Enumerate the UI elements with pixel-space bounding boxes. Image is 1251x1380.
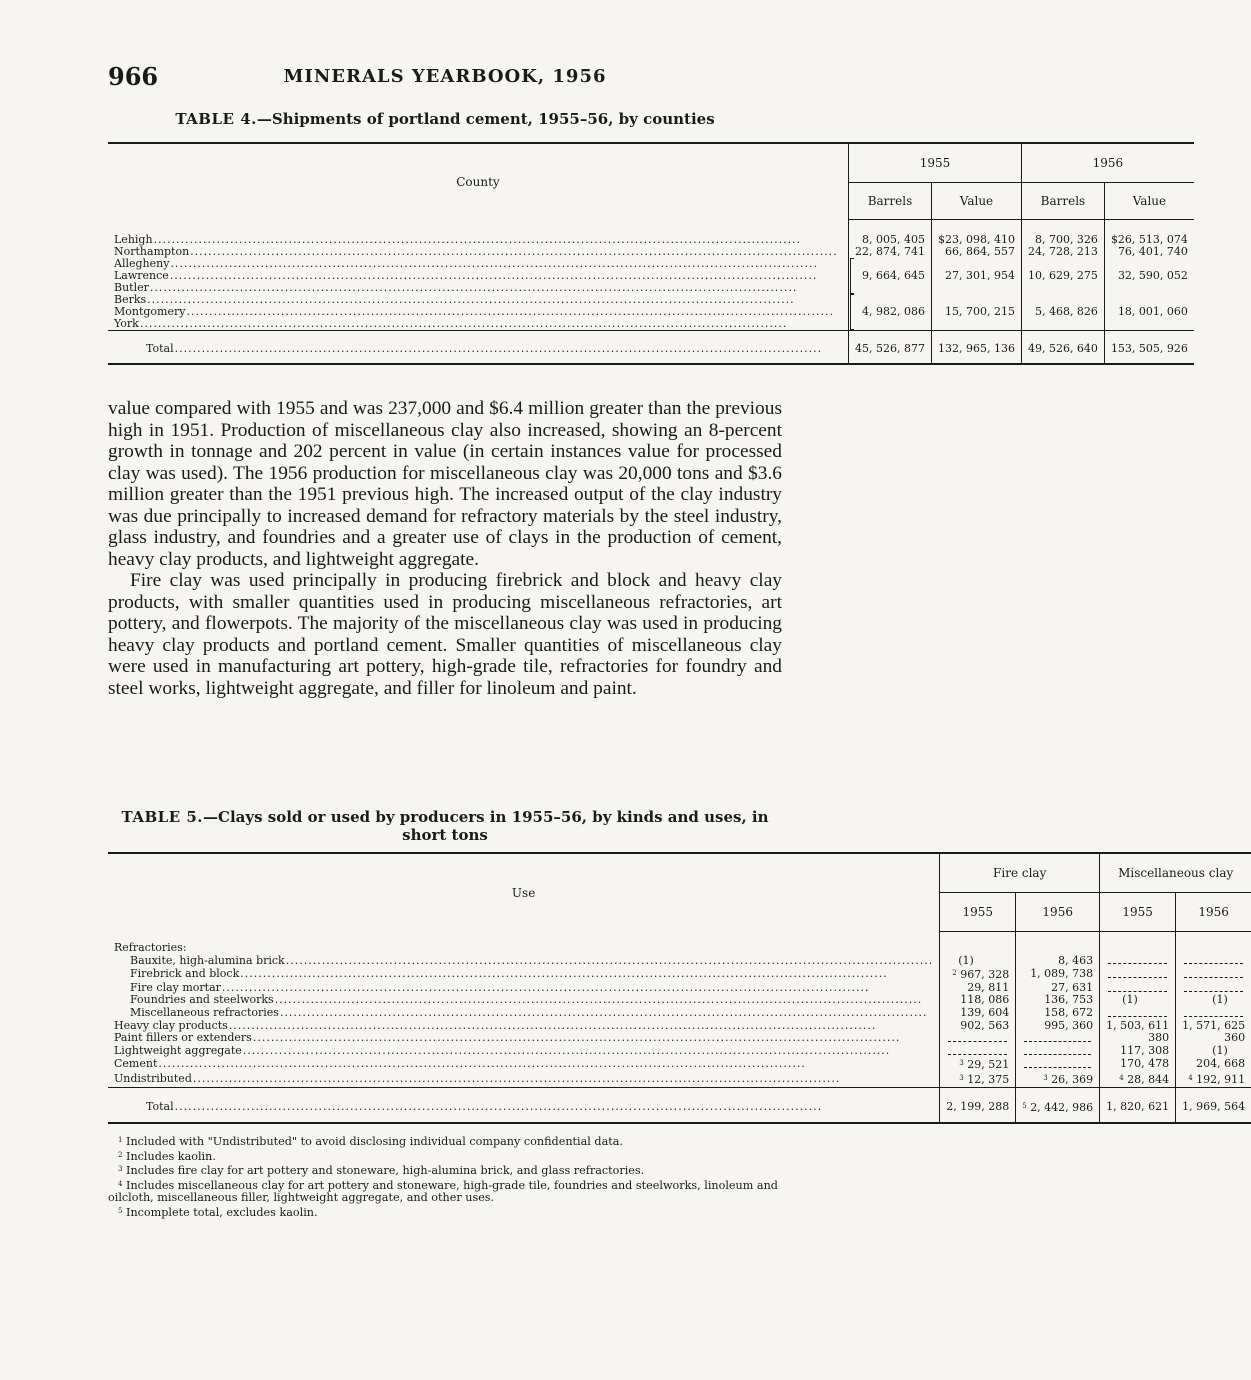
cell-value: 1, 089, 738 [1016,967,1100,982]
footnotes [108,1134,782,1219]
use-name: Paint fillers or extenders [114,1031,252,1045]
cell-value: 15, 700, 215 [931,294,1021,331]
use-name: Miscellaneous refractories [130,1005,279,1019]
cell-value: 49, 526, 640 [1021,331,1104,365]
table5-header-misc-clay: Miscellaneous clay [1100,853,1251,893]
page-number: 966 [108,62,159,91]
table4-header-1956: 1956 [1021,143,1193,183]
table5-caption [108,808,782,844]
cell-value: 2, 199, 288 [940,1087,1016,1123]
cell-value: 27, 301, 954 [931,258,1021,294]
cell-value: 136, 753 [1016,994,1100,1007]
use-name: Foundries and steelworks [130,993,274,1007]
table5-header-fire-1955: 1955 [940,893,1016,932]
county-name: Northampton [114,245,190,258]
use-name: Lightweight aggregate [114,1043,242,1057]
table4-header-barrels-1956: Barrels [1021,183,1104,220]
section-label: Refractories: [114,940,187,954]
footnote: $^5$ Incomplete total, excludes kaolin. [118,1205,318,1219]
use-name: Undistributed [114,1071,192,1085]
table-row-total [108,331,1194,365]
table4-header-county: County [108,143,848,220]
cell-value: 5, 468, 826 [1021,294,1104,331]
use-name: Heavy clay products [114,1018,228,1032]
table-row-group [108,258,1194,294]
table5-header-misc-1956: 1956 [1176,893,1251,932]
footnote: $^3$ Includes fire clay for art pottery and stoneware, high-alumina brick, and glass refractories. [118,1164,645,1177]
total-label: Total [146,342,174,355]
cell-value: 45, 526, 877 [848,331,931,365]
cell-value: 32, 590, 052 [1104,258,1193,294]
cell-value: (1) [1176,1045,1251,1058]
table5-header-fire-1956: 1956 [1016,893,1100,932]
cell-value: 29, 811 [940,982,1016,995]
cell-value: 132, 965, 136 [931,331,1021,365]
page-header [108,62,782,92]
cell-value: 27, 631 [1016,982,1100,995]
paragraph: Fire clay was used principally in producing firebrick and block and heavy clay products, with smaller quantities used in producing miscellaneous refractories, art pottery, and flowerpots. The majority of the miscellaneous clay was used in producing heavy clay products and portland cement. Smaller quantities of miscellaneous clay were used in manufacturing art pottery, high-grade tile, refractories for foundry and steel works, lightweight aggregate, and filler for linoleum and paint. [108,570,782,699]
cell-value: $^3$ 26, 369 [1016,1072,1100,1087]
running-title: MINERALS YEARBOOK, 1956 [283,66,607,87]
county-name: Montgomery [114,305,186,318]
cell-value: $^4$ 28, 844 [1100,1072,1176,1087]
table-row [108,220,1194,247]
cell-value: 8, 005, 405 [848,220,931,247]
cell-value: 4, 982, 086 [861,305,925,318]
use-name: Firebrick and block [130,967,240,981]
cell-value: 24, 728, 213 [1021,246,1104,258]
table4-header-value-1956: Value [1104,183,1193,220]
table5-caption-label: TABLE 5. [121,808,204,826]
cell-value: 153, 505, 926 [1104,331,1193,365]
table-row [108,932,1251,955]
paragraph: value compared with 1955 and was 237,000 and $6.4 million greater than the previous high in 1951. Production of miscellaneous clay also increased, showing an 8-percent growth in tonnage and 202 percent in value (in certain instances value for processed clay was used). The 1956 production for miscellaneous clay was 20,000 tons and $3.6 million greater than the 1951 previous high. The increased output of the clay industry was due principally to increased demand for refractory materials by the steel industry, glass industry, and foundries and a greater use of clays in the production of cement, heavy clay products, and lightweight aggregate. [108,398,782,570]
county-name: Berks [114,293,147,306]
cell-value: $^5$ 2, 442, 986 [1016,1087,1100,1123]
body-text [108,398,782,699]
table5 [108,852,1251,1124]
table-row [108,1057,1251,1072]
cell-value: 118, 086 [940,994,1016,1007]
footnote: $^1$ Included with "Undistributed" to avoid disclosing individual company confidential data. [118,1135,623,1148]
cell-value: 360 [1176,1032,1251,1045]
cell-value: $^2$ 967, 328 [940,967,1016,982]
table-row [108,1032,1251,1045]
cell-value: (1) [1100,994,1176,1007]
use-name: Cement [114,1057,158,1071]
cell-value: 66, 864, 557 [931,246,1021,258]
cell-value: 1, 820, 621 [1100,1087,1176,1123]
table-row [108,1045,1251,1058]
table5-header-misc-1955: 1955 [1100,893,1176,932]
county-name: Allegheny [114,257,170,270]
table-row-group [108,294,1194,331]
cell-value: 158, 672 [1016,1007,1100,1020]
use-name: Fire clay mortar [130,980,221,994]
total-label: Total [146,1099,174,1113]
cell-value: $^3$ 12, 375 [940,1072,1016,1087]
county-name: Lawrence [114,269,169,282]
use-name: Bauxite, high-alumina brick [130,953,285,967]
cell-value: 117, 308 [1100,1045,1176,1058]
table-row [108,955,1251,968]
table4 [108,142,1194,365]
table4-caption-label: TABLE 4. [175,110,257,128]
table-row [108,1007,1251,1020]
cell-value: 8, 700, 326 [1021,220,1104,247]
county-name: York [114,317,139,330]
table5-header-fire-clay: Fire clay [940,853,1100,893]
footnote: $^4$ Includes miscellaneous clay for art pottery and stoneware, high-grade tile, foundries and steelworks, linoleum and oilcloth, miscellaneous filler, lightweight aggregate, and other uses. [108,1178,778,1204]
cell-value: $^3$ 29, 521 [940,1057,1016,1072]
cell-value: 1, 503, 611 [1100,1020,1176,1033]
table5-header-use: Use [108,853,940,932]
cell-value: 8, 463 [1016,955,1100,968]
brace [850,258,854,294]
cell-value: 10, 629, 275 [1021,258,1104,294]
cell-value: 139, 604 [940,1007,1016,1020]
cell-value: $23, 098, 410 [931,220,1021,247]
table5-caption-text: —Clays sold or used by producers in 1955–56, by kinds and uses, in short tons [203,808,769,844]
table-row-total [108,1087,1251,1123]
table4-header-1955: 1955 [848,143,1021,183]
table-row [108,1072,1251,1087]
cell-value: 380 [1100,1032,1176,1045]
cell-value: 9, 664, 645 [861,269,925,282]
table4-header-value-1955: Value [931,183,1021,220]
cell-value: 1, 571, 625 [1176,1020,1251,1033]
cell-value: 204, 668 [1176,1057,1251,1072]
cell-value: $26, 513, 074 [1104,220,1193,247]
cell-value: 170, 478 [1100,1057,1176,1072]
cell-value: 902, 563 [940,1020,1016,1033]
cell-value: $^4$ 192, 911 [1176,1072,1251,1087]
table4-header-barrels-1955: Barrels [848,183,931,220]
cell-value: (1) [940,955,1016,968]
table-row [108,967,1251,982]
county-name: Butler [114,281,149,294]
cell-value: 22, 874, 741 [848,246,931,258]
cell-value: (1) [1176,994,1251,1007]
cell-value: 1, 969, 564 [1176,1087,1251,1123]
footnote: $^2$ Includes kaolin. [118,1149,216,1163]
cell-value: 76, 401, 740 [1104,246,1193,258]
table4-caption [108,110,782,128]
county-name: Lehigh [114,232,153,246]
table4-caption-text: —Shipments of portland cement, 1955–56, by counties [256,110,715,128]
cell-value: 995, 360 [1016,1020,1100,1033]
brace [850,294,854,330]
cell-value: 18, 001, 060 [1104,294,1193,331]
